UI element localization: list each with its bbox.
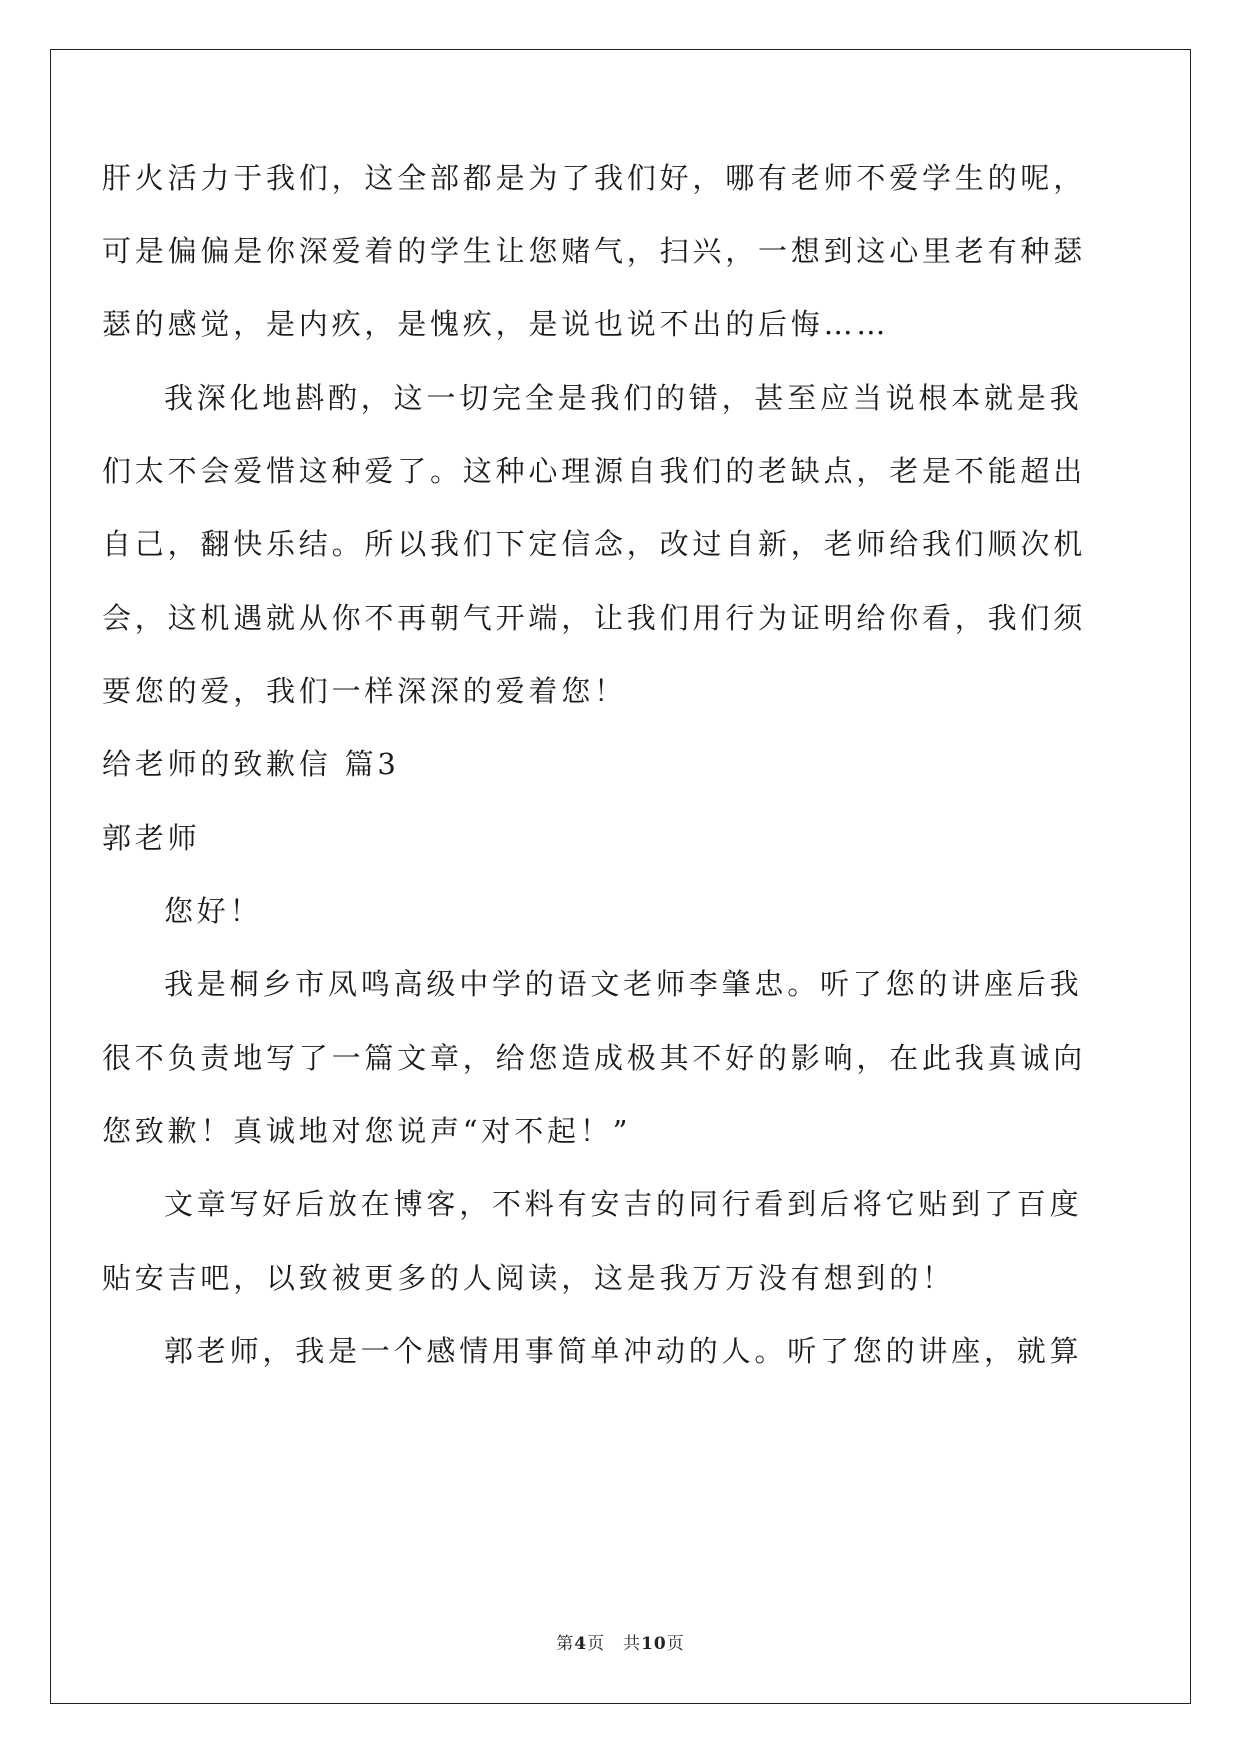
footer-suffix: 页 — [666, 1634, 685, 1654]
text-line: 可是偏偏是你深爱着的学生让您赌气，扫兴，一想到这心里老有种瑟 — [102, 234, 1087, 268]
text-line: 您致歉！真诚地对您说声“对不起！” — [102, 1114, 632, 1148]
current-page-number: 4 — [574, 1634, 588, 1654]
greeting: 您好！ — [164, 894, 263, 928]
footer-mid: 页 共 — [587, 1634, 642, 1654]
text-line: 贴安吉吧，以致被更多的人阅读，这是我万万没有想到的！ — [102, 1261, 955, 1295]
text-line: 肝火活力于我们，这全部都是为了我们好，哪有老师不爱学生的呢， — [102, 161, 1087, 195]
page-frame — [50, 49, 1191, 1704]
text-line: 自己，翻快乐结。所以我们下定信念，改过自新，老师给我们顺次机 — [102, 527, 1087, 561]
page-footer — [0, 1629, 1241, 1654]
salutation: 郭老师 — [102, 821, 201, 855]
text-line: 们太不会爱惜这种爱了。这种心理源自我们的老缺点，老是不能超出 — [102, 454, 1087, 488]
text-line: 瑟的感觉，是内疚，是愧疚，是说也说不出的后悔…… — [102, 307, 890, 341]
footer-prefix: 第 — [556, 1634, 575, 1654]
text-line: 会，这机遇就从你不再朝气开端，让我们用行为证明给你看，我们须 — [102, 601, 1087, 635]
paragraph-start-line: 我深化地斟酌，这一切完全是我们的错，甚至应当说根本就是我 — [164, 381, 1083, 415]
total-page-count: 10 — [641, 1634, 667, 1654]
paragraph-start-line: 郭老师，我是一个感情用事简单冲动的人。听了您的讲座，就算 — [164, 1334, 1083, 1368]
paragraph-start-line: 文章写好后放在博客，不料有安吉的同行看到后将它贴到了百度 — [164, 1187, 1083, 1221]
text-line: 很不负责地写了一篇文章，给您造成极其不好的影响，在此我真诚向 — [102, 1041, 1087, 1075]
text-line: 要您的爱，我们一样深深的爱着您！ — [102, 674, 627, 708]
paragraph-start-line: 我是桐乡市凤鸣高级中学的语文老师李肇忠。听了您的讲座后我 — [164, 967, 1083, 1001]
section-heading: 给老师的致歉信 篇3 — [102, 747, 400, 781]
